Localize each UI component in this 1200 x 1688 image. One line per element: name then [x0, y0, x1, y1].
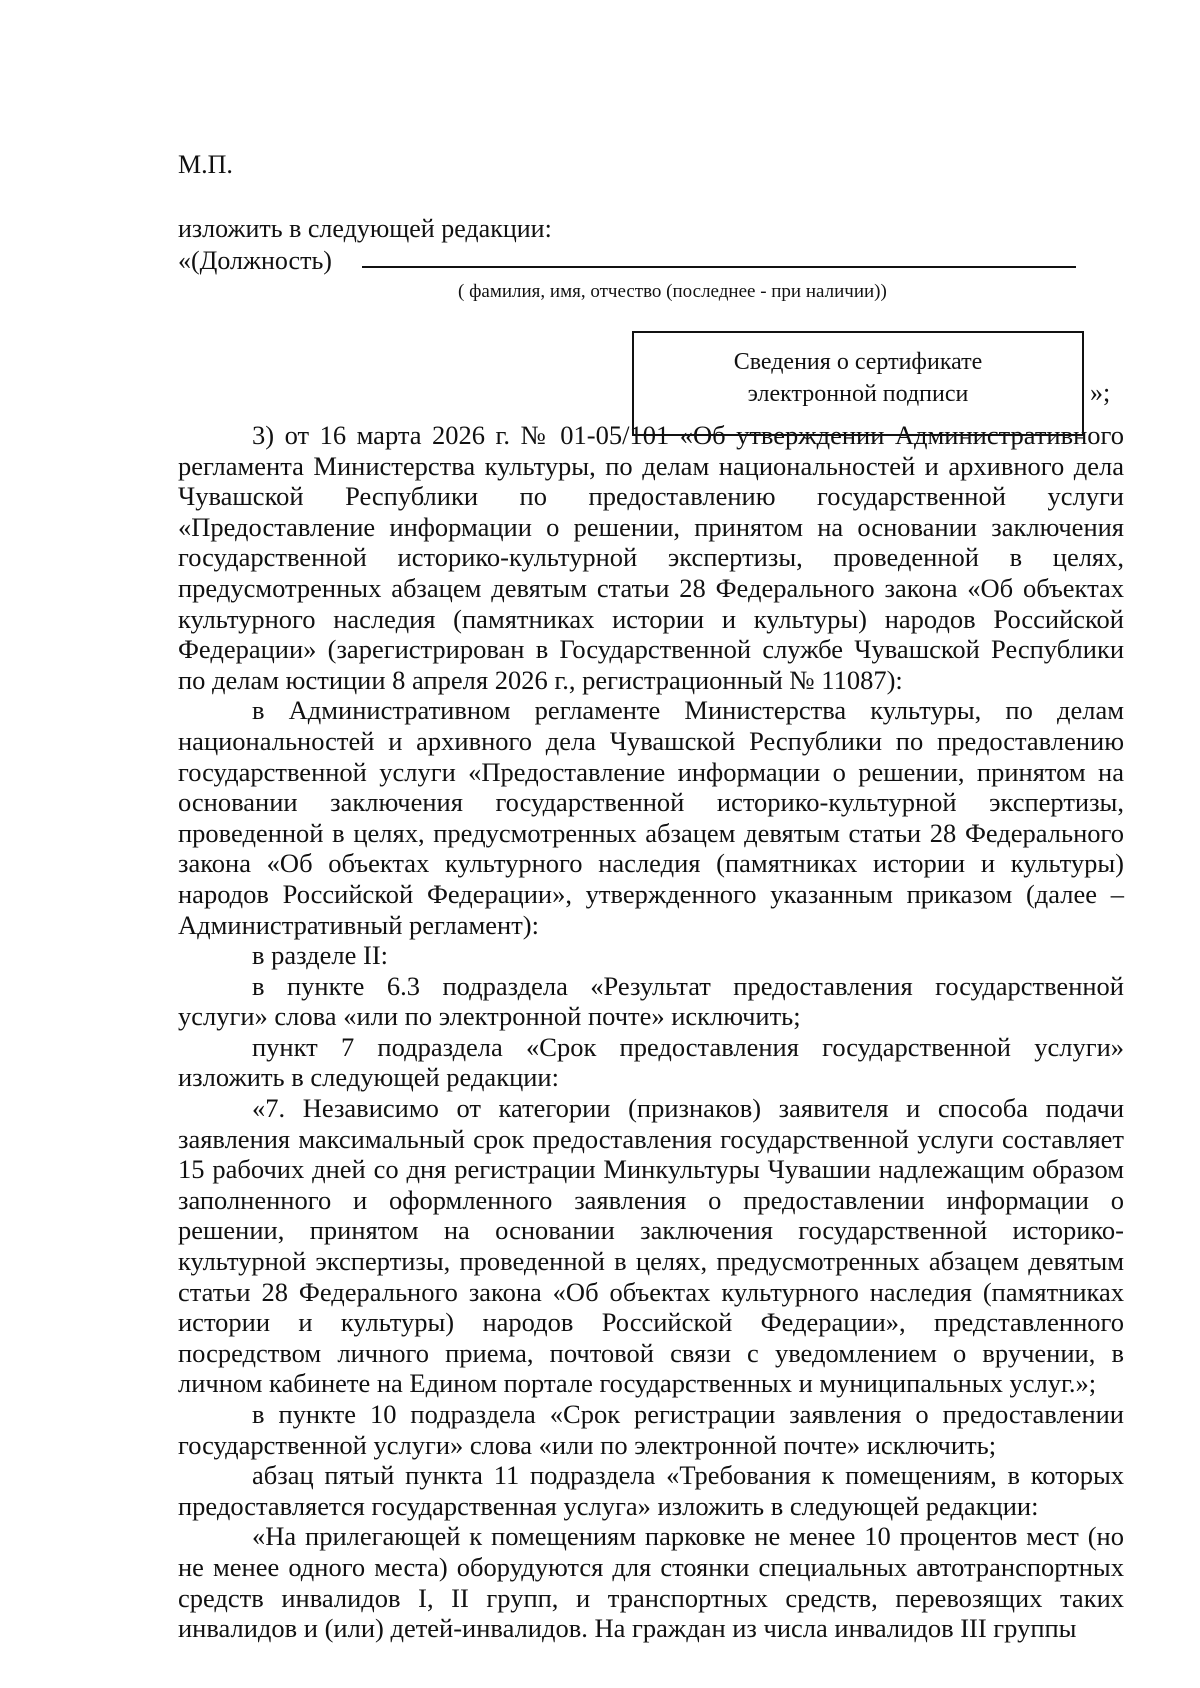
paragraph: в пункте 6.3 подраздела «Результат предоставления государственной услуги» слова «или по электронной почте» исключить; — [178, 970, 1124, 1032]
document-body — [178, 420, 1124, 1644]
certificate-line-1: Сведения о сертификате — [733, 349, 983, 375]
paragraph: «На прилегающей к помещениям парковке не менее 10 процентов мест (но не менее одного места) оборудуются для стоянки специальных автотранспортных средств инвалидов I, II групп, и транспортных средств, перевозящих таких инвалидов и (или) детей-инвалидов. На граждан из числа инвалидов III группы — [178, 1521, 1124, 1644]
paragraph: в Административном регламенте Министерства культуры, по делам национальностей и архивного дела Чувашской Республики по предоставлению государственной услуги «Предоставление информации о решении, принятом на основании заключения государственной историко-культурной экспертизы, проведенной в целях, предусмотренных абзацем девятым статьи 28 Федерального закона «Об объектах культурного наследия (памятниках истории и культуры) народов Российской Федерации», утвержденного указанным приказом (далее – Административный регламент): — [178, 695, 1124, 940]
signature-line — [362, 266, 1076, 268]
stamp-mark: М.П. — [178, 150, 233, 179]
position-label: «(Должность) — [178, 246, 332, 275]
signature-row — [178, 246, 1078, 276]
paragraph: «7. Независимо от категории (признаков) заявителя и способа подачи заявления максимальный срок предоставления государственной услуги составляет 15 рабочих дней со дня регистрации Минкультуры Чувашии надлежащим образом заполненного и оформленного заявления о предоставлении информации о решении, принятом на основании заключения государственной историко-культурной экспертизы, проведенной в целях, предусмотренных абзацем девятым статьи 28 Федерального закона «Об объектах культурного наследия (памятниках истории и культуры) народов Российской Федерации», представленного посредством личного приема, почтовой связи с уведомлением о вручении, в личном кабинете на Едином портале государственных и муниципальных услуг.»; — [178, 1093, 1124, 1399]
intro-line: изложить в следующей редакции: — [178, 214, 552, 243]
paragraph: в пункте 10 подраздела «Срок регистрации заявления о предоставлении государственной услуги» слова «или по электронной почте» исключить; — [178, 1399, 1124, 1460]
certificate-tail: »; — [1090, 378, 1111, 407]
paragraph: абзац пятый пункта 11 подраздела «Требования к помещениям, в которых предоставляется государственная услуга» изложить в следующей редакции: — [178, 1460, 1124, 1521]
paragraph: пункт 7 подраздела «Срок предоставления государственной услуги» изложить в следующей редакции: — [178, 1031, 1124, 1093]
signature-caption: ( фамилия, имя, отчество (последнее - при наличии)) — [458, 281, 887, 302]
certificate-line-2: электронной подписи — [747, 381, 969, 407]
paragraph: в разделе II: — [252, 940, 389, 971]
paragraph: 3) от 16 марта 2026 г. № 01-05/101 «Об утверждении Административного регламента Министерства культуры, по делам национальностей и архивного дела Чувашской Республики по предоставлению государственной услуги «Предоставление информации о решении, принятом на основании заключения государственной историко-культурной экспертизы, проведенной в целях, предусмотренных абзацем девятым статьи 28 Федерального закона «Об объектах культурного наследия (памятниках истории и культуры) народов Российской Федерации» (зарегистрирован в Государственной службе Чувашской Республики по делам юстиции 8 апреля 2026 г., регистрационный № 11087): — [178, 420, 1124, 695]
